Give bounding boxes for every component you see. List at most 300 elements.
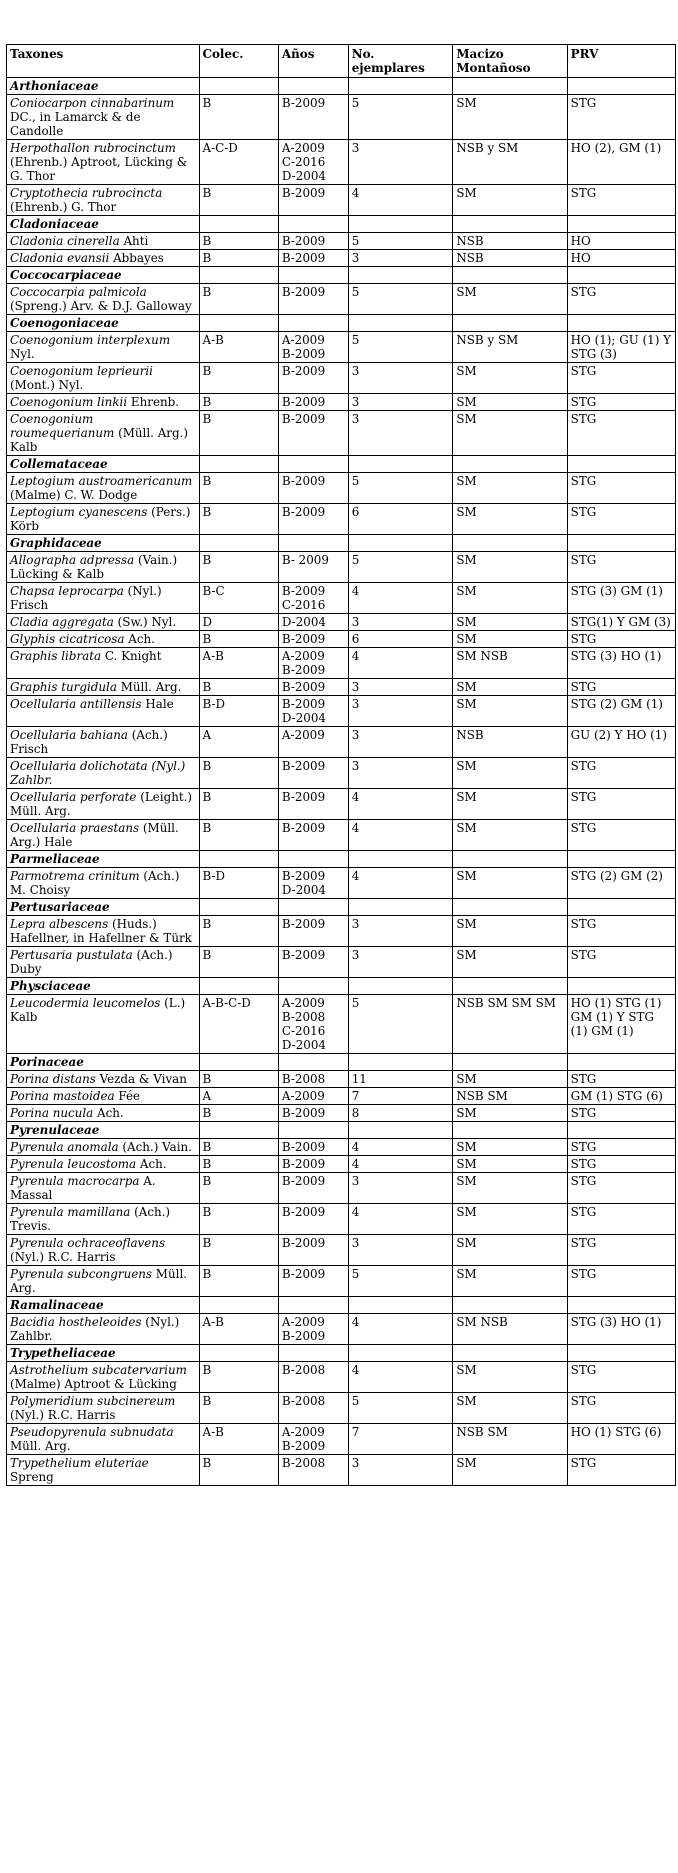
prv-cell: HO (1) STG (1) GM (1) Y STG (1) GM (1) [567, 995, 675, 1054]
year-entry: B- 2009 [281, 553, 329, 567]
ejemplares-cell: 4 [348, 1314, 453, 1345]
prv-cell: STG [567, 1071, 675, 1088]
empty-cell [199, 899, 278, 916]
family-row [7, 216, 676, 233]
species-name: Pyrenula mamillana [10, 1205, 131, 1219]
family-row [7, 78, 676, 95]
prv-cell: STG [567, 947, 675, 978]
colec-cell: B [199, 1139, 278, 1156]
macizo-cell: SM [453, 1235, 567, 1266]
family-row [7, 1345, 676, 1362]
taxon-cell [7, 1455, 200, 1486]
anos-cell [278, 95, 348, 140]
species-author: (Vain.) Lücking & Kalb [10, 553, 178, 581]
species-author: Ahti [119, 234, 149, 248]
empty-cell [199, 216, 278, 233]
family-row [7, 851, 676, 868]
empty-cell [567, 315, 675, 332]
species-name: Cladia aggregata [10, 615, 114, 629]
year-entry: B-2009 [281, 917, 326, 931]
species-author: (Ehrenb.) Aptroot, Lücking & G. Thor [10, 155, 188, 183]
species-name: Coenogonium roumequerianum [10, 412, 115, 440]
colec-cell: B [199, 504, 278, 535]
taxon-cell [7, 696, 200, 727]
year-entry: B-2008 [281, 1010, 326, 1024]
species-author: Müll. Arg. [10, 1267, 188, 1295]
year-entry: B-2009 [281, 1267, 326, 1281]
ejemplares-cell: 8 [348, 1105, 453, 1122]
empty-cell [348, 456, 453, 473]
table-row [7, 1393, 676, 1424]
ejemplares-cell: 3 [348, 411, 453, 456]
colec-cell: A-B [199, 648, 278, 679]
ejemplares-cell: 3 [348, 1455, 453, 1486]
empty-cell [199, 851, 278, 868]
colec-cell: B [199, 916, 278, 947]
taxon-cell [7, 411, 200, 456]
prv-cell: STG [567, 185, 675, 216]
macizo-cell: SM [453, 1455, 567, 1486]
table-row [7, 648, 676, 679]
year-entry: B-2009 [281, 347, 326, 361]
taxon-cell [7, 1204, 200, 1235]
macizo-cell: SM [453, 363, 567, 394]
year-entry: B-2009 [281, 395, 326, 409]
empty-cell [199, 456, 278, 473]
empty-cell [567, 456, 675, 473]
macizo-cell: SM [453, 758, 567, 789]
empty-cell [278, 78, 348, 95]
ejemplares-cell: 5 [348, 332, 453, 363]
species-author: C. Knight [101, 649, 162, 663]
ejemplares-cell: 4 [348, 1139, 453, 1156]
empty-cell [278, 1345, 348, 1362]
family-row [7, 1122, 676, 1139]
year-entry: B-2008 [281, 1363, 326, 1377]
table-row [7, 696, 676, 727]
species-name: Coniocarpon cinnabarinum [10, 96, 175, 110]
empty-cell [348, 1054, 453, 1071]
table-row [7, 995, 676, 1054]
anos-cell [278, 648, 348, 679]
family-name: Coenogoniaceae [7, 315, 200, 332]
year-entry: A-2009 [281, 141, 325, 155]
year-entry: B-2009 [281, 759, 326, 773]
species-name: Trypethelium eluteriae [10, 1456, 149, 1470]
macizo-cell: SM [453, 552, 567, 583]
colec-cell: B [199, 250, 278, 267]
table-row [7, 868, 676, 899]
table-row [7, 284, 676, 315]
empty-cell [453, 1297, 567, 1314]
empty-cell [278, 1122, 348, 1139]
species-name: Leptogium cyanescens [10, 505, 148, 519]
prv-cell: STG [567, 95, 675, 140]
table-row [7, 473, 676, 504]
empty-cell [199, 1054, 278, 1071]
table-row [7, 727, 676, 758]
table-row [7, 758, 676, 789]
empty-cell [453, 899, 567, 916]
prv-cell: STG [567, 473, 675, 504]
macizo-cell: NSB SM SM SM [453, 995, 567, 1054]
prv-cell: STG [567, 1455, 675, 1486]
anos-cell [278, 1071, 348, 1088]
empty-cell [453, 978, 567, 995]
ejemplares-cell: 3 [348, 679, 453, 696]
species-author: (Leight.) Müll. Arg. [10, 790, 193, 818]
year-entry: B-2009 [281, 1140, 326, 1154]
year-entry: B-2009 [281, 680, 326, 694]
anos-cell [278, 1088, 348, 1105]
species-name: Ocellularia perforate [10, 790, 137, 804]
table-row [7, 631, 676, 648]
empty-cell [567, 1122, 675, 1139]
anos-cell [278, 789, 348, 820]
year-entry: D-2004 [281, 169, 326, 183]
family-name: Ramalinaceae [7, 1297, 200, 1314]
anos-cell [278, 363, 348, 394]
species-name: Porina nucula [10, 1106, 94, 1120]
species-author: DC., in Lamarck & de Candolle [10, 110, 141, 138]
species-name: Graphis turgidula [10, 680, 117, 694]
anos-cell [278, 995, 348, 1054]
empty-cell [348, 1297, 453, 1314]
year-entry: B-2009 [281, 364, 326, 378]
ejemplares-cell: 4 [348, 820, 453, 851]
family-row [7, 1297, 676, 1314]
ejemplares-cell: 5 [348, 995, 453, 1054]
empty-cell [567, 899, 675, 916]
year-entry: A-2009 [281, 649, 325, 663]
empty-cell [453, 1122, 567, 1139]
table-row [7, 1139, 676, 1156]
prv-cell: HO [567, 233, 675, 250]
table-row [7, 1424, 676, 1455]
ejemplares-cell: 3 [348, 916, 453, 947]
anos-cell [278, 727, 348, 758]
table-row [7, 140, 676, 185]
colec-cell: B [199, 1156, 278, 1173]
taxon-cell [7, 1105, 200, 1122]
year-entry: A-2009 [281, 1315, 325, 1329]
year-entry: B-2009 [281, 1236, 326, 1250]
prv-cell: STG [567, 1362, 675, 1393]
colec-cell: A [199, 1088, 278, 1105]
empty-cell [453, 78, 567, 95]
macizo-cell: SM [453, 679, 567, 696]
year-entry: A-2009 [281, 996, 325, 1010]
macizo-cell: SM [453, 1362, 567, 1393]
species-name: Herpothallon rubrocinctum [10, 141, 176, 155]
empty-cell [567, 1297, 675, 1314]
species-author: Spreng [10, 1470, 54, 1484]
anos-cell [278, 411, 348, 456]
year-entry: B-2009 [281, 474, 326, 488]
anos-cell [278, 1362, 348, 1393]
table-row [7, 233, 676, 250]
table-row [7, 363, 676, 394]
species-name: Pyrenula leucostoma [10, 1157, 137, 1171]
species-name: Coenogonium leprieurii [10, 364, 153, 378]
species-name: Pyrenula anomala [10, 1140, 119, 1154]
empty-cell [567, 535, 675, 552]
species-name: Ocellularia praestans [10, 821, 140, 835]
family-name: Graphidaceae [7, 535, 200, 552]
species-name: Parmotrema crinitum [10, 869, 140, 883]
taxon-cell [7, 250, 200, 267]
empty-cell [348, 78, 453, 95]
table-row [7, 1105, 676, 1122]
macizo-cell: SM [453, 696, 567, 727]
table-row [7, 185, 676, 216]
empty-cell [199, 978, 278, 995]
empty-cell [567, 978, 675, 995]
empty-cell [567, 1054, 675, 1071]
ejemplares-cell: 5 [348, 473, 453, 504]
species-author: (Nyl.) Frisch [10, 584, 162, 612]
family-row [7, 1054, 676, 1071]
prv-cell: STG (2) GM (1) [567, 696, 675, 727]
colec-cell: B-D [199, 696, 278, 727]
header-ejemplares: No. ejemplares [348, 45, 453, 78]
ejemplares-cell: 3 [348, 727, 453, 758]
taxon-cell [7, 648, 200, 679]
colec-cell: B [199, 1105, 278, 1122]
year-entry: B-2009 [281, 1205, 326, 1219]
species-author: Ach. [124, 632, 155, 646]
colec-cell: A-B [199, 332, 278, 363]
empty-cell [348, 1345, 453, 1362]
species-name: Porina distans [10, 1072, 96, 1086]
macizo-cell: SM [453, 947, 567, 978]
empty-cell [348, 216, 453, 233]
species-author: (Pers.) Körb [10, 505, 191, 533]
prv-cell: STG [567, 1139, 675, 1156]
family-name: Porinaceae [7, 1054, 200, 1071]
ejemplares-cell: 4 [348, 1204, 453, 1235]
year-entry: B-2009 [281, 285, 326, 299]
prv-cell: STG (3) HO (1) [567, 1314, 675, 1345]
taxon-cell [7, 1393, 200, 1424]
year-entry: D-2004 [281, 615, 326, 629]
table-row [7, 95, 676, 140]
family-row [7, 978, 676, 995]
empty-cell [278, 535, 348, 552]
prv-cell: HO (1); GU (1) Y STG (3) [567, 332, 675, 363]
prv-cell: HO (1) STG (6) [567, 1424, 675, 1455]
empty-cell [278, 267, 348, 284]
ejemplares-cell: 4 [348, 648, 453, 679]
table-row [7, 789, 676, 820]
colec-cell: B [199, 473, 278, 504]
macizo-cell: SM [453, 394, 567, 411]
taxon-cell [7, 95, 200, 140]
ejemplares-cell: 4 [348, 583, 453, 614]
colec-cell: D [199, 614, 278, 631]
family-name: Cladoniaceae [7, 216, 200, 233]
anos-cell [278, 631, 348, 648]
species-name: Lepra albescens [10, 917, 109, 931]
taxon-cell [7, 1156, 200, 1173]
empty-cell [567, 1345, 675, 1362]
family-name: Parmeliaceae [7, 851, 200, 868]
colec-cell: B [199, 758, 278, 789]
ejemplares-cell: 5 [348, 552, 453, 583]
table-row [7, 1088, 676, 1105]
family-row [7, 535, 676, 552]
ejemplares-cell: 6 [348, 504, 453, 535]
prv-cell: HO [567, 250, 675, 267]
colec-cell: B [199, 552, 278, 583]
species-author: (Huds.) Hafellner, in Hafellner & Türk [10, 917, 192, 945]
ejemplares-cell: 5 [348, 284, 453, 315]
anos-cell [278, 868, 348, 899]
colec-cell: B [199, 411, 278, 456]
macizo-cell: SM [453, 789, 567, 820]
colec-cell: B [199, 820, 278, 851]
colec-cell: A-B-C-D [199, 995, 278, 1054]
empty-cell [453, 535, 567, 552]
table-row [7, 1204, 676, 1235]
colec-cell: B [199, 789, 278, 820]
species-name: Coenogonium linkii [10, 395, 128, 409]
empty-cell [453, 1345, 567, 1362]
anos-cell [278, 947, 348, 978]
year-entry: B-2009 [281, 1439, 326, 1453]
macizo-cell: SM [453, 1156, 567, 1173]
table-row [7, 583, 676, 614]
prv-cell: STG [567, 916, 675, 947]
species-author: (Sw.) Nyl. [113, 615, 177, 629]
year-entry: D-2004 [281, 1038, 326, 1052]
prv-cell: STG [567, 504, 675, 535]
taxon-cell [7, 394, 200, 411]
species-name: Cladonia cinerella [10, 234, 120, 248]
taxon-cell [7, 504, 200, 535]
taxon-cell [7, 284, 200, 315]
year-entry: B-2009 [281, 186, 326, 200]
species-author: (Nyl.) R.C. Harris [10, 1408, 116, 1422]
macizo-cell: SM NSB [453, 648, 567, 679]
species-author: (Ehrenb.) G. Thor [10, 200, 117, 214]
species-author: (Ach.) Vain. [118, 1140, 192, 1154]
prv-cell: STG [567, 1266, 675, 1297]
taxon-cell [7, 1235, 200, 1266]
ejemplares-cell: 3 [348, 614, 453, 631]
species-name: Pertusaria pustulata [10, 948, 133, 962]
taxon-cell [7, 758, 200, 789]
prv-cell: STG [567, 1156, 675, 1173]
anos-cell [278, 1455, 348, 1486]
colec-cell: A [199, 727, 278, 758]
macizo-cell: SM [453, 1393, 567, 1424]
colec-cell: B [199, 1266, 278, 1297]
family-row [7, 315, 676, 332]
species-author: Ehrenb. [127, 395, 180, 409]
table-row [7, 552, 676, 583]
colec-cell: B [199, 1071, 278, 1088]
anos-cell [278, 394, 348, 411]
colec-cell: B [199, 1173, 278, 1204]
species-name: Bacidia hostheleoides [10, 1315, 142, 1329]
ejemplares-cell: 3 [348, 363, 453, 394]
table-row [7, 1173, 676, 1204]
ejemplares-cell: 7 [348, 1088, 453, 1105]
empty-cell [199, 315, 278, 332]
header-colec: Colec. [199, 45, 278, 78]
species-name: Chapsa leprocarpa [10, 584, 124, 598]
ejemplares-cell: 4 [348, 789, 453, 820]
empty-cell [199, 78, 278, 95]
family-row [7, 899, 676, 916]
table-row [7, 1266, 676, 1297]
macizo-cell: NSB [453, 250, 567, 267]
year-entry: C-2016 [281, 1024, 326, 1038]
empty-cell [567, 851, 675, 868]
empty-cell [199, 267, 278, 284]
year-entry: C-2016 [281, 155, 326, 169]
colec-cell: B-C [199, 583, 278, 614]
prv-cell: STG(1) Y GM (3) [567, 614, 675, 631]
year-entry: B-2009 [281, 1157, 326, 1171]
macizo-cell: NSB y SM [453, 140, 567, 185]
family-name: Coccocarpiaceae [7, 267, 200, 284]
ejemplares-cell: 4 [348, 185, 453, 216]
colec-cell: A-B [199, 1424, 278, 1455]
year-entry: A-2009 [281, 1089, 325, 1103]
family-row [7, 267, 676, 284]
taxon-cell [7, 1088, 200, 1105]
year-entry: B-2009 [281, 584, 326, 598]
prv-cell: STG [567, 394, 675, 411]
year-entry: A-2009 [281, 1425, 325, 1439]
prv-cell: STG [567, 758, 675, 789]
colec-cell: B [199, 1204, 278, 1235]
year-entry: B-2009 [281, 96, 326, 110]
species-name: Allographa adpressa [10, 553, 135, 567]
species-author: (Malme) C. W. Dodge [10, 488, 138, 502]
empty-cell [567, 267, 675, 284]
taxon-cell [7, 1266, 200, 1297]
species-name: Leucodermia leucomelos [10, 996, 161, 1010]
anos-cell [278, 1314, 348, 1345]
colec-cell: B [199, 947, 278, 978]
macizo-cell: NSB y SM [453, 332, 567, 363]
species-name: Cryptothecia rubrocincta [10, 186, 163, 200]
year-entry: B-2009 [281, 697, 326, 711]
colec-cell: B [199, 1393, 278, 1424]
macizo-cell: NSB [453, 727, 567, 758]
empty-cell [278, 216, 348, 233]
prv-cell: STG [567, 820, 675, 851]
anos-cell [278, 1424, 348, 1455]
empty-cell [567, 78, 675, 95]
macizo-cell: SM [453, 1071, 567, 1088]
ejemplares-cell: 11 [348, 1071, 453, 1088]
anos-cell [278, 250, 348, 267]
anos-cell [278, 679, 348, 696]
year-entry: D-2004 [281, 883, 326, 897]
year-entry: B-2009 [281, 948, 326, 962]
macizo-cell: SM [453, 1173, 567, 1204]
empty-cell [278, 899, 348, 916]
ejemplares-cell: 3 [348, 947, 453, 978]
prv-cell: STG [567, 1105, 675, 1122]
header-prv: PRV [567, 45, 675, 78]
species-name: Pyrenula ochraceoflavens [10, 1236, 166, 1250]
prv-cell: STG [567, 631, 675, 648]
